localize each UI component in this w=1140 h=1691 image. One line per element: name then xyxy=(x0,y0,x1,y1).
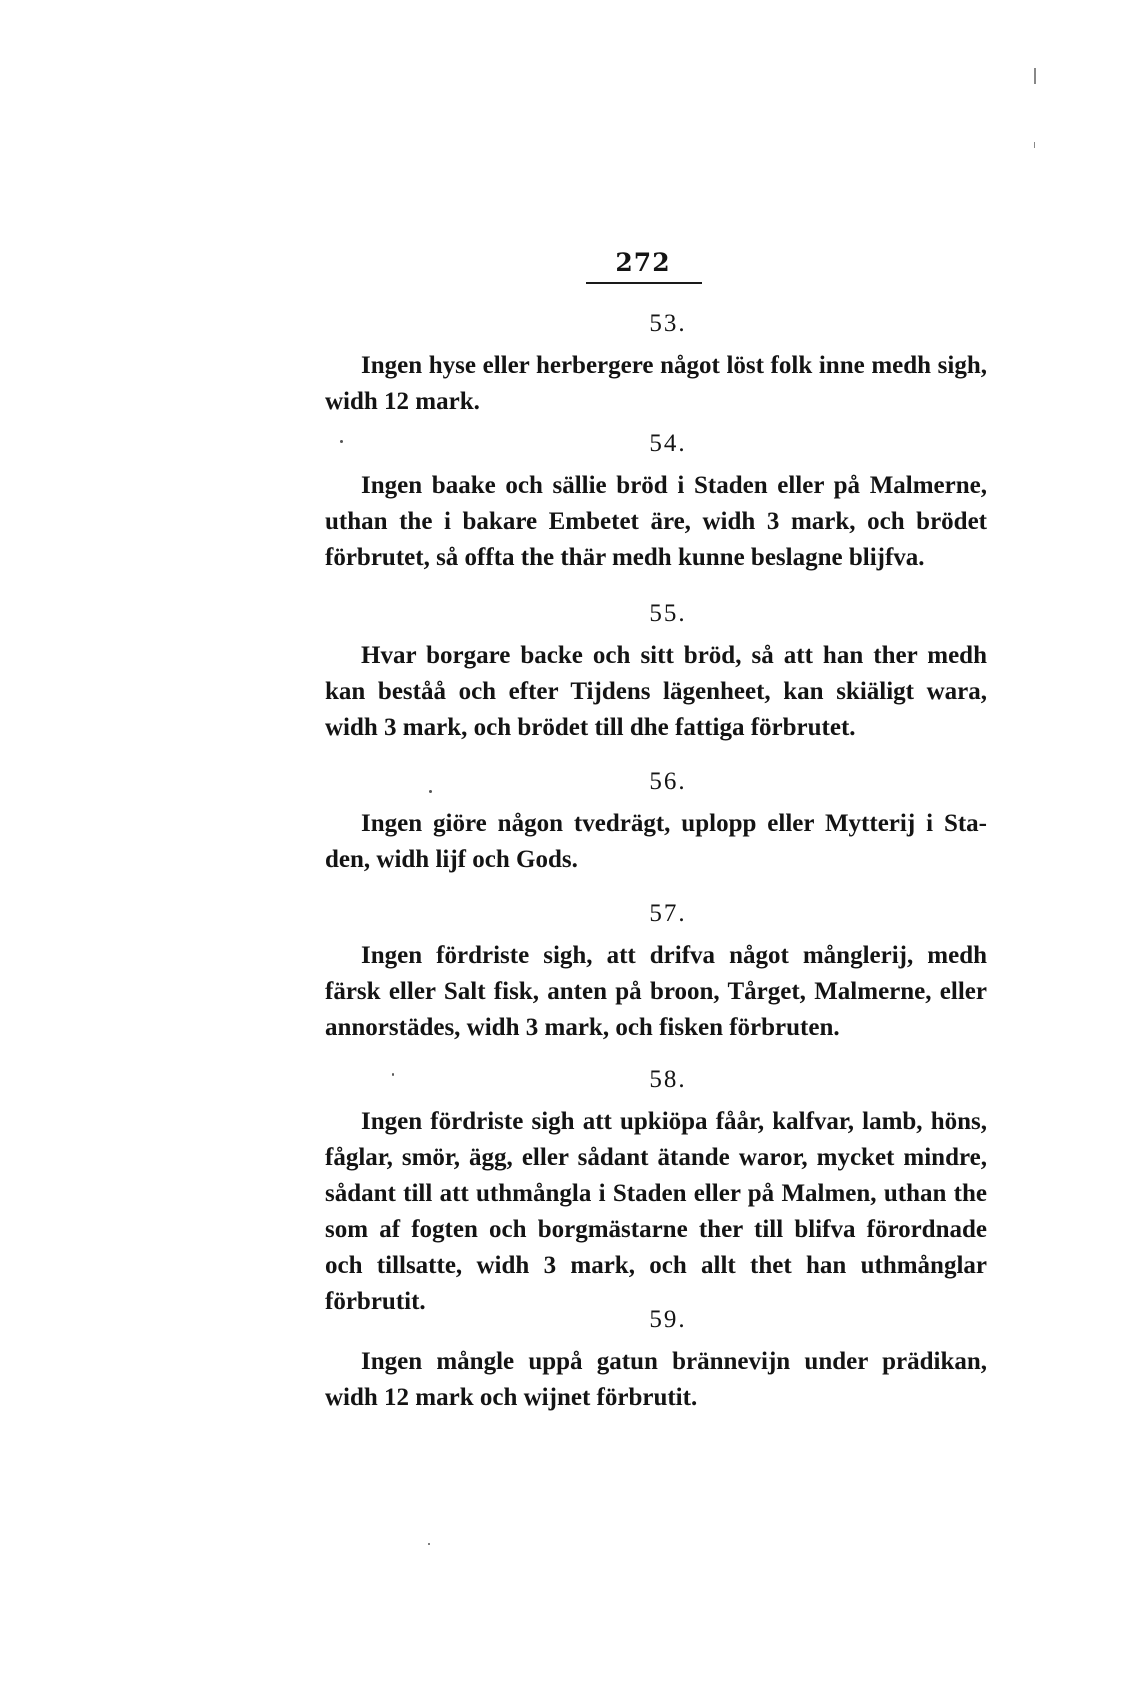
section-text: Ingen giöre någon tvedrägt, uplopp eller Mytterij i Sta-den, widh lijf och Gods. xyxy=(325,810,987,873)
page-number: 272 xyxy=(615,248,671,277)
section-58 xyxy=(325,1066,987,1320)
section-number: 59. xyxy=(649,1306,687,1333)
section-57 xyxy=(325,900,987,1046)
scan-edge-mark xyxy=(1034,142,1035,148)
section-56 xyxy=(325,768,987,878)
section-53 xyxy=(325,310,987,420)
section-number: 53. xyxy=(649,310,687,337)
scan-speck xyxy=(340,440,343,443)
section-text: Ingen mångle uppå gatun brännevijn under prädikan, widh 12 mark och wijnet förbrutit. xyxy=(325,1348,987,1411)
section-text: Ingen hyse eller herbergere något löst folk inne medh sigh, widh 12 mark. xyxy=(325,352,987,415)
section-55 xyxy=(325,600,987,746)
section-text: Hvar borgare backe och sitt bröd, så att han ther medh kan beståå och efter Tijdens lägenheet, kan skiäligt wara, widh 3 mark, och brödet till dhe fattiga förbrutet. xyxy=(325,642,987,741)
scan-speck xyxy=(392,1073,394,1076)
section-number: 54. xyxy=(649,430,687,457)
section-text: Ingen fördriste sigh att upkiöpa fåår, kalfvar, lamb, höns, fåglar, smör, ägg, eller sådant ätande waror, mycket mindre, sådant till att uthmångla i Staden eller på Malmen, uthan the som af fogten och borgmästarne ther till blifva förordnade och tillsatte, widh 3 mark, och allt thet han uthmånglar förbrutit. xyxy=(325,1108,987,1315)
section-number: 56. xyxy=(649,768,687,795)
section-text: Ingen fördriste sigh, att drifva något månglerij, medh färsk eller Salt fisk, anten på broon, Tårget, Malmerne, eller annorstädes, widh 3 mark, och fisken förbruten. xyxy=(325,942,987,1041)
header-rule xyxy=(586,282,702,284)
scan-edge-mark xyxy=(1034,68,1036,84)
section-number: 55. xyxy=(649,600,687,627)
section-number: 58. xyxy=(649,1066,687,1093)
section-number: 57. xyxy=(649,900,687,927)
section-59 xyxy=(325,1306,987,1416)
section-text: Ingen baake och sällie bröd i Staden eller på Malmerne, uthan the i bakare Embetet äre, widh 3 mark, och brödet förbrutet, så offta the thär medh kunne beslagne blijfva. xyxy=(325,472,987,571)
scan-speck xyxy=(429,790,432,793)
section-54 xyxy=(325,430,987,576)
scan-speck xyxy=(428,1543,430,1545)
